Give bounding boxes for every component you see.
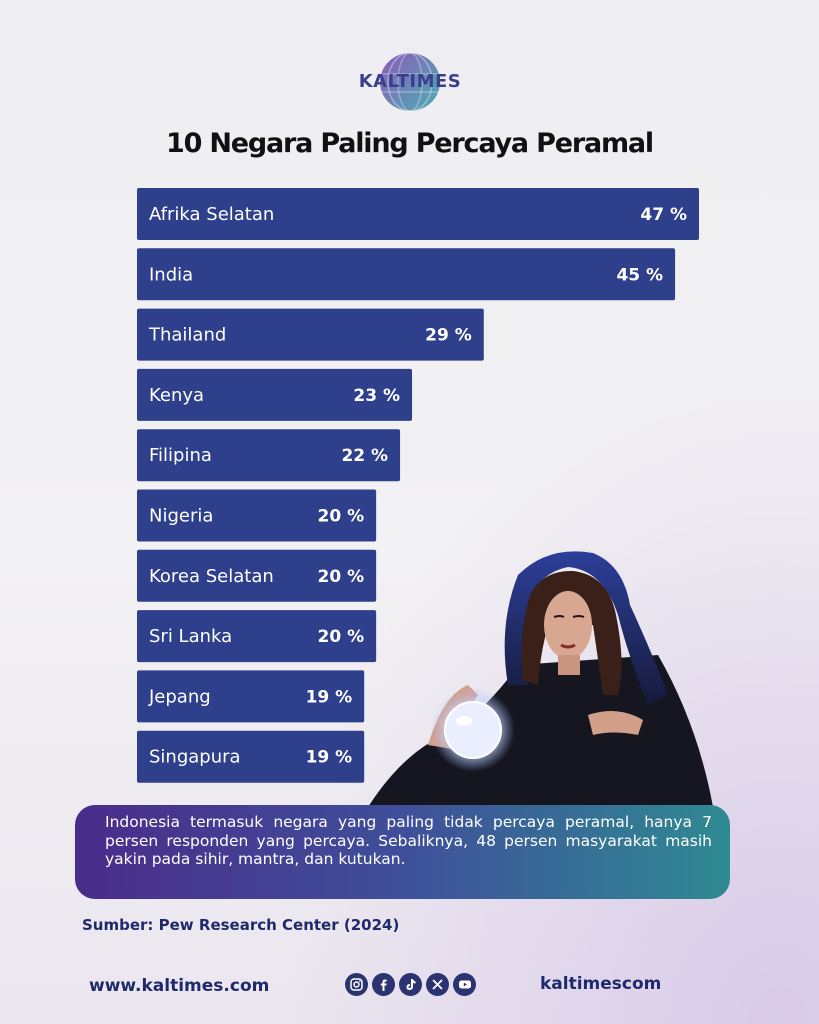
bar-category-label: Korea Selatan <box>149 565 274 587</box>
bar-category-label: Filipina <box>149 445 212 467</box>
bar-category-label: Singapura <box>149 746 241 768</box>
bar-value-label: 45 % <box>616 265 664 286</box>
bar-value-label: 20 % <box>317 566 365 587</box>
bar-value-label: 20 % <box>317 506 365 527</box>
social-handle[interactable]: kaltimescom <box>540 974 662 994</box>
bar-value-label: 23 % <box>353 385 401 406</box>
bar-category-label: Thailand <box>149 324 227 346</box>
chart-title: 10 Negara Paling Percaya Peramal <box>166 128 653 159</box>
facebook-icon[interactable] <box>372 973 395 996</box>
bar <box>137 248 675 300</box>
x-icon[interactable] <box>426 973 449 996</box>
info-note <box>75 805 730 899</box>
bar-value-label: 29 % <box>425 325 472 346</box>
website-link[interactable]: www.kaltimes.com <box>89 976 270 996</box>
bar-category-label: Afrika Selatan <box>149 204 275 225</box>
tiktok-icon[interactable] <box>399 973 422 996</box>
bar-value-label: 22 % <box>341 446 389 467</box>
fortune-teller-illustration <box>368 545 718 815</box>
bar-value-label: 19 % <box>305 687 353 708</box>
bar-category-label: India <box>149 264 194 286</box>
bar-value-label: 20 % <box>317 627 365 648</box>
source-text: Sumber: Pew Research Center (2024) <box>82 916 400 934</box>
info-note-text: Indonesia termasuk negara yang paling tidak percaya peramal, hanya 7 persen responden yang percaya. Sebaliknya, 48 persen masyarakat masih yakin pada sihir, mantra, dan kutukan. <box>105 813 712 868</box>
social-icons <box>345 973 476 996</box>
bar-category-label: Kenya <box>149 384 205 406</box>
bar-category-label: Jepang <box>149 686 211 708</box>
bar-category-label: Sri Lanka <box>149 626 233 648</box>
bar-category-label: Nigeria <box>149 505 214 527</box>
instagram-icon[interactable] <box>345 973 368 996</box>
logo-text: KALTIMES <box>358 71 462 92</box>
bar-value-label: 47 % <box>640 205 687 225</box>
youtube-icon[interactable] <box>453 973 476 996</box>
bar-value-label: 19 % <box>305 747 353 768</box>
